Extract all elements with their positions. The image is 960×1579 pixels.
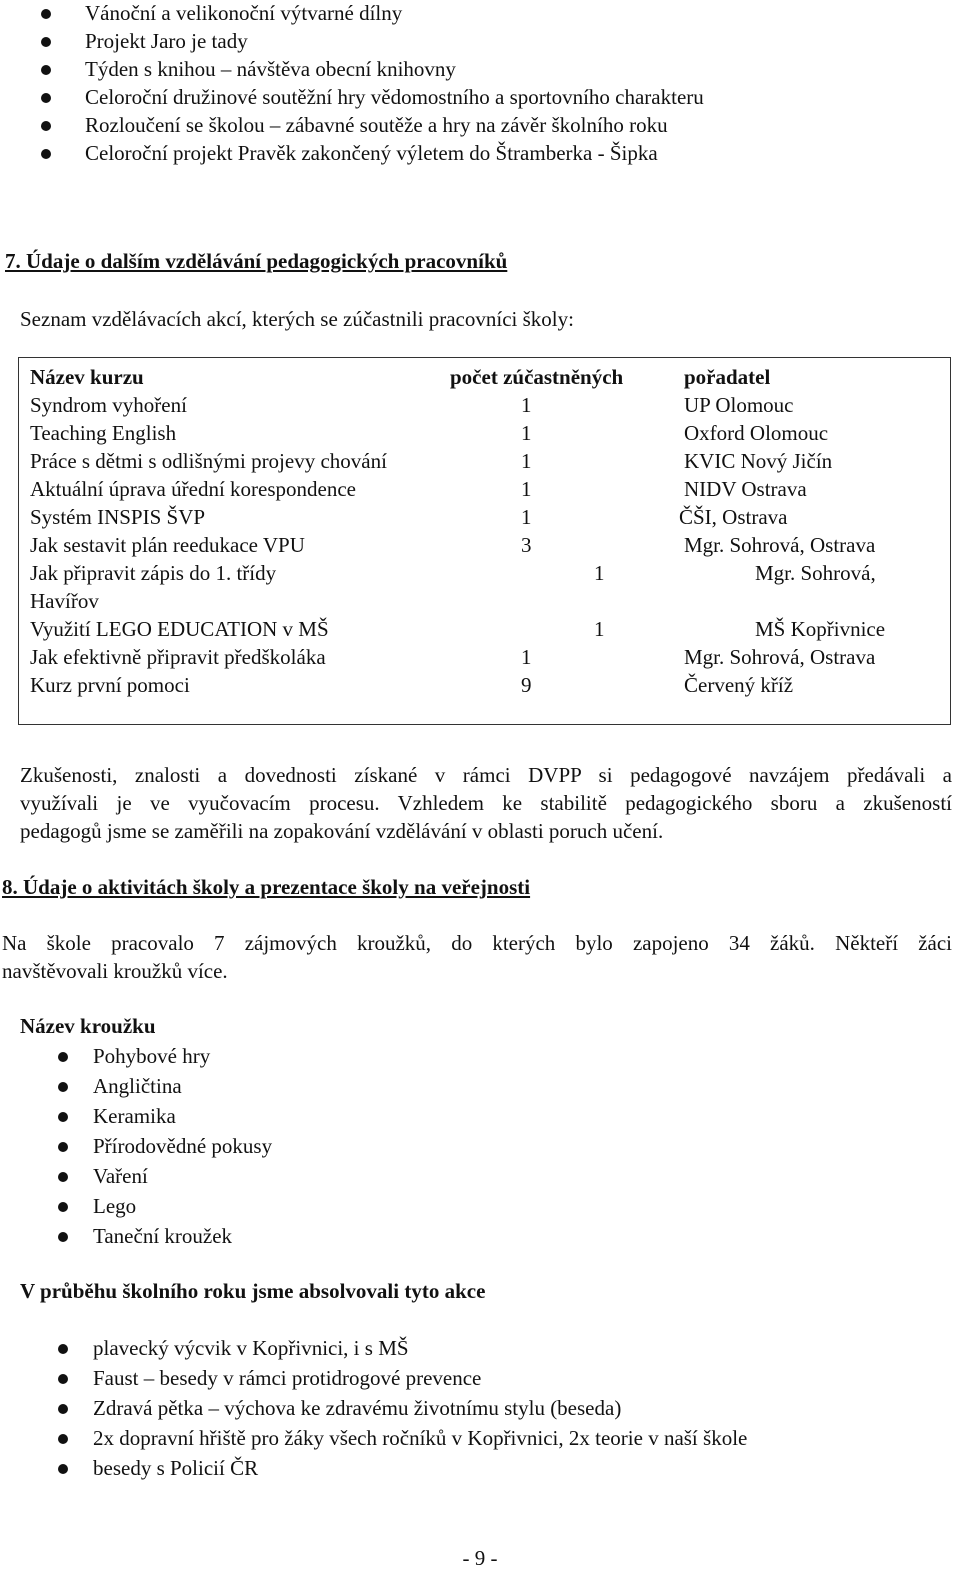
table-header-count: počet zúčastněných bbox=[450, 365, 624, 389]
table-cell: Teaching English bbox=[30, 421, 177, 445]
bullet-icon bbox=[41, 121, 51, 131]
table-cell: Oxford Olomouc bbox=[684, 421, 829, 445]
table-cell: 3 bbox=[521, 533, 532, 557]
table-cell: ČŠI, Ostrava bbox=[679, 505, 788, 529]
paragraph-line: pedagogů jsme se zaměřili na zopakování vzdělávání v oblasti poruch učení. bbox=[20, 819, 664, 843]
bullet-icon bbox=[58, 1434, 68, 1444]
table-cell: MŠ Kopřivnice bbox=[755, 617, 886, 641]
bullet-icon bbox=[41, 65, 51, 75]
section-7-heading: 7. Údaje o dalším vzdělávání pedagogických pracovníků bbox=[5, 249, 508, 273]
table-cell: Využití LEGO EDUCATION v MŠ bbox=[30, 617, 329, 641]
section-7-intro: Seznam vzdělávacích akcí, kterých se zúčastnili pracovníci školy: bbox=[20, 307, 574, 331]
bullet-icon bbox=[58, 1374, 68, 1384]
bullet-icon bbox=[41, 149, 51, 159]
table-cell: Mgr. Sohrová, bbox=[755, 561, 876, 585]
section-8-paragraph bbox=[2, 929, 952, 985]
paragraph-line: navštěvovali kroužků více. bbox=[2, 959, 228, 983]
bullet-icon bbox=[41, 93, 51, 103]
clubs-heading: Název kroužku bbox=[20, 1014, 156, 1038]
bullet-icon bbox=[58, 1052, 68, 1062]
table-cell: 1 bbox=[521, 477, 532, 501]
table-cell: Jak sestavit plán reedukace VPU bbox=[30, 533, 305, 557]
bullet-icon bbox=[58, 1232, 68, 1242]
bullet-icon bbox=[58, 1464, 68, 1474]
table-header-course: Název kurzu bbox=[30, 365, 144, 389]
table-cell: Jak efektivně připravit předškoláka bbox=[30, 645, 326, 669]
events-heading: V průběhu školního roku jsme absolvovali tyto akce bbox=[20, 1279, 486, 1303]
bullet-icon bbox=[58, 1404, 68, 1414]
table-cell: NIDV Ostrava bbox=[684, 477, 807, 501]
table-cell: Mgr. Sohrová, Ostrava bbox=[684, 533, 876, 557]
bullet-icon bbox=[41, 9, 51, 19]
table-cell: Práce s dětmi s odlišnými projevy chování bbox=[30, 449, 387, 473]
table-cell: 1 bbox=[521, 421, 532, 445]
table-cell: Aktuální úprava úřední korespondence bbox=[30, 477, 356, 501]
table-cell: 1 bbox=[521, 505, 532, 529]
paragraph-line: využívali je ve vyučovacím procesu. Vzhledem ke stabilitě pedagogického sboru a zkušeností bbox=[20, 791, 952, 815]
courses-table bbox=[18, 357, 951, 725]
section-7-paragraph bbox=[20, 761, 952, 845]
table-cell: Syndrom vyhoření bbox=[30, 393, 187, 417]
bullet-icon bbox=[58, 1082, 68, 1092]
table-cell: 1 bbox=[594, 561, 605, 585]
table-cell: 1 bbox=[521, 449, 532, 473]
table-cell: Mgr. Sohrová, Ostrava bbox=[684, 645, 876, 669]
table-cell: Havířov bbox=[30, 589, 99, 613]
bullet-icon bbox=[58, 1172, 68, 1182]
bullet-icon bbox=[41, 37, 51, 47]
table-cell: Jak připravit zápis do 1. třídy bbox=[30, 561, 277, 585]
table-cell: 1 bbox=[594, 617, 605, 641]
table-cell: KVIC Nový Jičín bbox=[684, 449, 833, 473]
table-cell: Červený kříž bbox=[684, 673, 794, 697]
table-cell: Kurz první pomoci bbox=[30, 673, 190, 697]
page-number: - 9 - bbox=[462, 1546, 498, 1570]
table-cell: 1 bbox=[521, 645, 532, 669]
table-header-organizer: pořadatel bbox=[684, 365, 771, 389]
table-cell: UP Olomouc bbox=[684, 393, 794, 417]
table-cell: Systém INSPIS ŠVP bbox=[30, 505, 206, 529]
bullet-icon bbox=[58, 1112, 68, 1122]
paragraph-line: Na škole pracovalo 7 zájmových kroužků, do kterých bylo zapojeno 34 žáků. Někteří žáci bbox=[2, 931, 952, 955]
bullet-icon bbox=[58, 1344, 68, 1354]
table-cell: 1 bbox=[521, 393, 532, 417]
table-cell: 9 bbox=[521, 673, 532, 697]
bullet-icon bbox=[58, 1142, 68, 1152]
paragraph-line: Zkušenosti, znalosti a dovednosti získané v rámci DVPP si pedagogové navzájem předávali a bbox=[20, 763, 952, 787]
section-8-heading: 8. Údaje o aktivitách školy a prezentace školy na veřejnosti bbox=[2, 875, 531, 899]
bullet-icon bbox=[58, 1202, 68, 1212]
